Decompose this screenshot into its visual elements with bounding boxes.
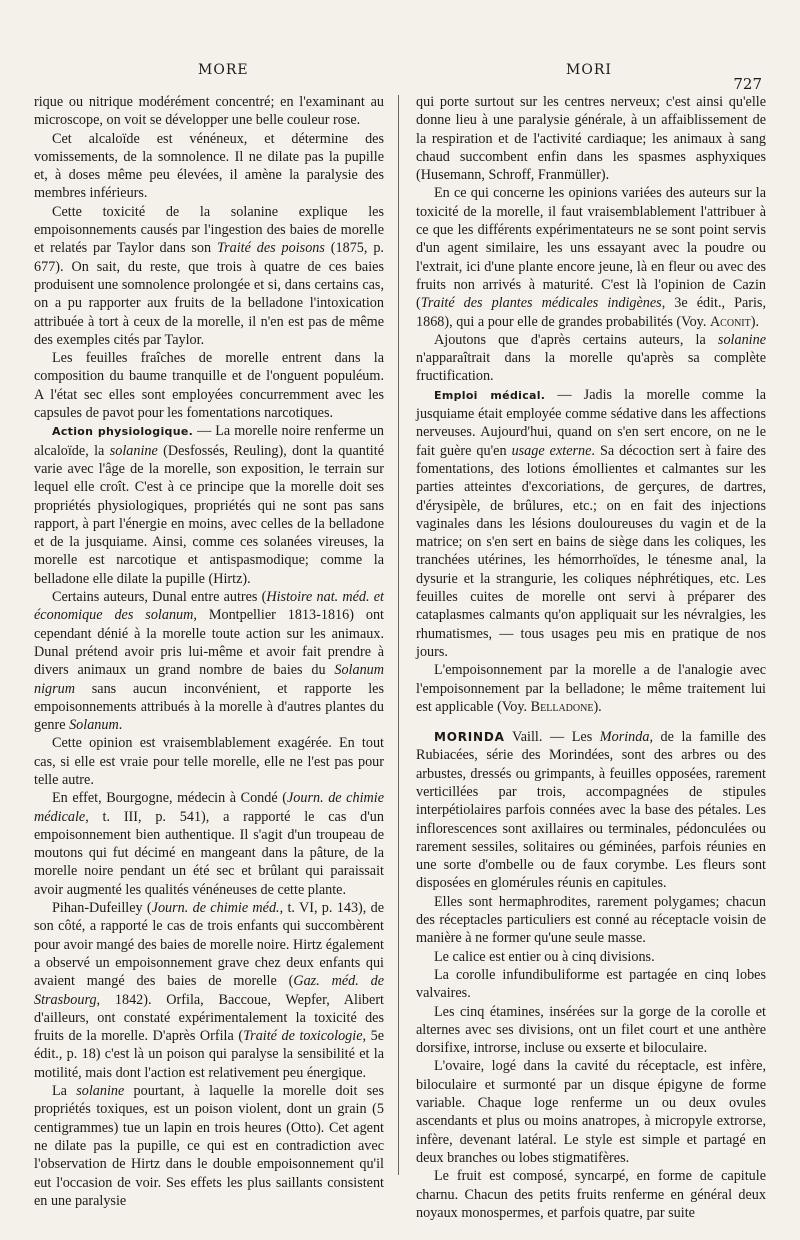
text-run: L'empoisonnement par la morelle a de l'analogie avec l'empoisonnement par la belladone; le même traitement lui est applicable (Voy.	[416, 662, 766, 715]
paragraph	[416, 93, 766, 184]
text-run: qui porte surtout sur les centres nerveux; c'est ainsi qu'elle donne lieu à une paralysie générale, à un affaiblissement de la respiration et de l'activité cardiaque; les animaux à sang chaud succombent enfin dans les spasmes asphyxiques (Husemann, Schroff, Franmüller).	[416, 94, 766, 184]
paragraph	[34, 349, 384, 422]
text-run: Pihan-Dufeilley (	[52, 900, 152, 917]
text-run: , 5e édit., p. 18) c'est là un poison qui paralyse la sensibilité et la motilité, mais dont l'action est relativement peu énergique.	[34, 1028, 384, 1081]
italic-text: Solanum	[69, 717, 119, 734]
entry-headword: MORINDA	[434, 730, 505, 745]
paragraph	[416, 1167, 766, 1222]
text-run: L'ovaire, logé dans la cavité du réceptacle, est infère, biloculaire et surmonté par un disque épigyne de forme variable. Chaque loge renferme un ou deux ovules ascendants et plus ou moins anatropes, à micropyle extrorse, infère, devenant latéral. Le style est simple et partagé en deux branches ou lobes stigmatifères.	[416, 1058, 766, 1166]
text-run: , Montpellier 1813-1816) ont cependant dénié à la morelle toute action sur les animaux. Dunal prétend avoir pris lui-même et avoir fait prendre à divers animaux un grand nombre de baies du	[34, 607, 385, 679]
paragraph	[34, 789, 384, 899]
paragraph	[34, 1082, 384, 1210]
paragraph	[34, 422, 384, 588]
text-run: , 3e édit., Paris, 1868), qui a pour elle de grandes probabilités (Voy.	[416, 295, 766, 330]
italic-text: Gaz. méd. de Strasbourg	[34, 973, 385, 1008]
text-run: Elles sont hermaphrodites, rarement polygames; chacun des réceptacles particuliers est conné au réceptacle voisin de manière à ne former qu'une seule masse.	[416, 893, 766, 947]
italic-text: usage externe	[511, 442, 592, 459]
text-run: rique ou nitrique modérément concentré; en l'examinant au microscope, on voit se développer une belle couleur rose.	[34, 94, 384, 129]
paragraph	[416, 893, 766, 948]
text-run: — La morelle noire renferme un alcaloïde, la	[34, 423, 385, 459]
paragraph	[34, 899, 384, 1082]
running-head-left: MORE	[198, 62, 249, 78]
text-run: (1875, p. 677). On sait, du reste, que trois à quatre de ces baies produisent une somnolence prolongée et si, dans certains cas, on a pu rapporter aux fruits de la belladone l'intoxication attribuée à tort à ceux de la morelle, il n'en est pas de même des exemples cités par Taylor.	[34, 240, 384, 348]
text-run: ).	[750, 313, 760, 330]
text-run: Cette opinion est vraisemblablement exagérée. En tout cas, si elle est vraie pour telle morelle, elle ne l'est pas pour telle autre.	[34, 735, 384, 788]
page-number: 727	[733, 75, 762, 93]
paragraph	[416, 184, 766, 330]
paragraph	[416, 948, 766, 966]
text-run: Le fruit est composé, syncarpé, en forme de capitule charnu. Chacun des petits fruits renferme en général deux noyaux monospermes, et parfois quatre, par suite	[416, 1168, 766, 1221]
paragraph	[34, 93, 384, 130]
text-run: pourtant, à laquelle la morelle doit ses propriétés toxiques, est un poison violent, dont un grain (5 centigrammes) tue un lapin en trois heures (Otto). Cet agent ne dilate pas la pupille, ce qui est en contradiction avec l'observation de Hirtz dans le double empoisonnement qu'il eut l'occasion de voir. Ses effets les plus saillants consistent en une paralysie	[34, 1083, 385, 1209]
text-run: En effet, Bourgogne, médecin à Condé (	[52, 790, 287, 807]
italic-text: solanine	[76, 1083, 125, 1100]
italic-text: Journ. de chimie médicale	[34, 790, 384, 825]
text-run: Ajoutons que d'après certains auteurs, la	[434, 331, 718, 348]
italic-text: Traité des plantes médicales indigènes	[420, 295, 662, 312]
italic-text: solanine	[717, 331, 766, 348]
cross-reference: Aconit	[709, 313, 751, 330]
text-run: sans aucun inconvénient, et rapporte les empoisonnements attribués à la morelle à d'autres plantes du genre	[34, 680, 384, 734]
text-run: La corolle infundibuliforme est partagée en cinq lobes valvaires.	[416, 966, 766, 1002]
text-run: Certains auteurs, Dunal entre autres (	[52, 589, 267, 606]
italic-text: Solanum nigrum	[34, 662, 384, 697]
running-head-right: MORI	[566, 62, 612, 78]
paragraph	[416, 331, 766, 386]
text-run: En ce qui concerne les opinions variées des auteurs sur la toxicité de la morelle, il faut vraisemblablement l'attribuer à ce que les différents expérimentateurs ne se sont point servis d'un agent similaire, les uns essayant avec la poudre ou l'extrait, ici d'une plante encore jeune, là en fleur ou avec des fruits non arrivés à maturité. C'est là l'opinion de Cazin (	[416, 185, 766, 312]
right-column	[416, 93, 766, 1222]
paragraph	[34, 734, 384, 789]
text-run: (Desfossés, Reuling), dont la quantité varie avec l'âge de la morelle, son exposition, le terrain sur lequel elle croît. C'est à ce principe que la morelle doit ses propriétés physiologiques, propriétés qui ne sont pas sans rapport, à part l'énergie en moins, avec celles de la belladone et de la jusquiame. Ainsi, comme ces solanées vireuses, la morelle est narcotique et antispasmodique; comme la belladone elle dilate la pupille (Hirtz).	[34, 442, 384, 587]
text-run: .	[118, 717, 123, 734]
text-run: , t. III, p. 541), a rapporté le cas d'un empoisonnement bien authentique. Il s'agit d'un troupeau de moutons qui fut décimé en mangeant dans la pâture, de la morelle noire pendant un été sec et brûlant qui paraissait avoir augmenté les qualités vénéneuses de cette plante.	[34, 808, 384, 898]
text-run: Cet alcaloïde est vénéneux, et détermine des vomissements, de la somnolence. Il ne dilate pas la pupille et, à doses même peu élevées, il amène la paralysie des membres inférieurs.	[34, 130, 384, 202]
italic-text: Traité de toxicologie	[243, 1028, 363, 1045]
paragraph	[416, 728, 766, 893]
italic-text: Journ. de chimie méd.	[151, 900, 280, 917]
paragraph	[416, 1057, 766, 1167]
section-heading: Emploi médical.	[434, 388, 546, 402]
paragraph	[34, 203, 384, 349]
text-run: , t. VI, p. 143), de son côté, a rapporté le cas de trois enfants qui succombèrent pour avoir mangé des baies de morelle noire. Hirtz également a observé un empoisonnement grave chez deux enfants qui avaient mangé des baies de morelle (	[34, 900, 385, 990]
cross-reference: Belladone	[530, 698, 594, 715]
paragraph	[34, 130, 384, 203]
left-column	[34, 93, 384, 1210]
text-run: Les feuilles fraîches de morelle entrent dans la composition du baume tranquille et de l'onguent populéum. A l'état sec elles sont employées concurremment avec les capsules de pavot pour les fomentations narcotiques.	[34, 350, 384, 422]
text-run: Vaill. — Les	[504, 729, 600, 746]
paragraph	[34, 588, 384, 734]
text-run: n'apparaîtrait dans la morelle qu'après sa complète fructification.	[416, 350, 766, 385]
column-rule	[398, 95, 399, 1175]
text-run: . Sa décoction sert à faire des fomentations, des lotions émollientes et calmantes sur les parties atteintes d'excoriations, de gerçures, de dartres, d'érysipèle, de brûlures, etc.; on en fait des injections vaginales dans les lésions douloureuses du vagin et de la matrice; on s'en sert en bains de siège dans les coliques, les tranchées utérines, les hémorrhoïdes, le ténesme anal, la dysurie et la strangurie, les coliques néphrétiques, etc. Les feuilles cuites de morelle ont servi à préparer des cataplasmes calmants qu'on appliquait sur les névralgies, les rhumatismes, — tous usages peu mis en pratique de nos jours.	[416, 442, 766, 660]
paragraph	[416, 386, 766, 661]
paragraph	[416, 1003, 766, 1058]
text-run: — Jadis la morelle comme la jusquiame était employée comme sédative dans les affections nerveuses. Aujourd'hui, quand on s'en sert encore, on ne le fait guère qu'en	[416, 386, 766, 459]
paragraph	[416, 966, 766, 1003]
text-run: ).	[593, 698, 602, 715]
italic-text: Traité des poisons	[216, 240, 325, 257]
text-run: , 1842). Orfila, Baccoue, Wepfer, Alibert d'ailleurs, ont constaté expérimentalement la toxicité des fruits de la morelle. D'après Orfila (	[34, 991, 384, 1045]
italic-text: Histoire nat. méd. et économique des solanum	[34, 589, 384, 624]
paragraph	[416, 661, 766, 716]
italic-text: solanine	[109, 442, 158, 459]
italic-text: Morinda	[599, 729, 650, 746]
text-run: La	[52, 1083, 77, 1100]
text-run: Cette toxicité de la solanine explique les empoisonnements causés par l'ingestion des baies de morelle et relatés par Taylor dans son	[34, 203, 384, 257]
section-heading: Action physiologique.	[52, 425, 194, 439]
text-run: Les cinq étamines, insérées sur la gorge de la corolle et alternes avec ses divisions, ont un filet court et une anthère dorsifixe, introrse, incluse ou exserte et biloculaire.	[416, 1003, 766, 1057]
text-run: , de la famille des Rubiacées, série des Morindées, sont des arbres ou des arbustes, dressés ou grimpants, à feuilles opposées, rarement verticillées par trois, accompagnées de stipules interpétiolaires parfois connées avec la base des pétales. Les inflorescences sont axillaires ou terminales, pédonculées ou rarement sessiles, solitaires ou géminées, parfois réunies en une sorte d'ombelle ou de faux corymbe. Les fleurs sont disposées en glomérules réunis en capitules.	[416, 729, 766, 892]
text-run: Le calice est entier ou à cinq divisions.	[434, 948, 655, 965]
